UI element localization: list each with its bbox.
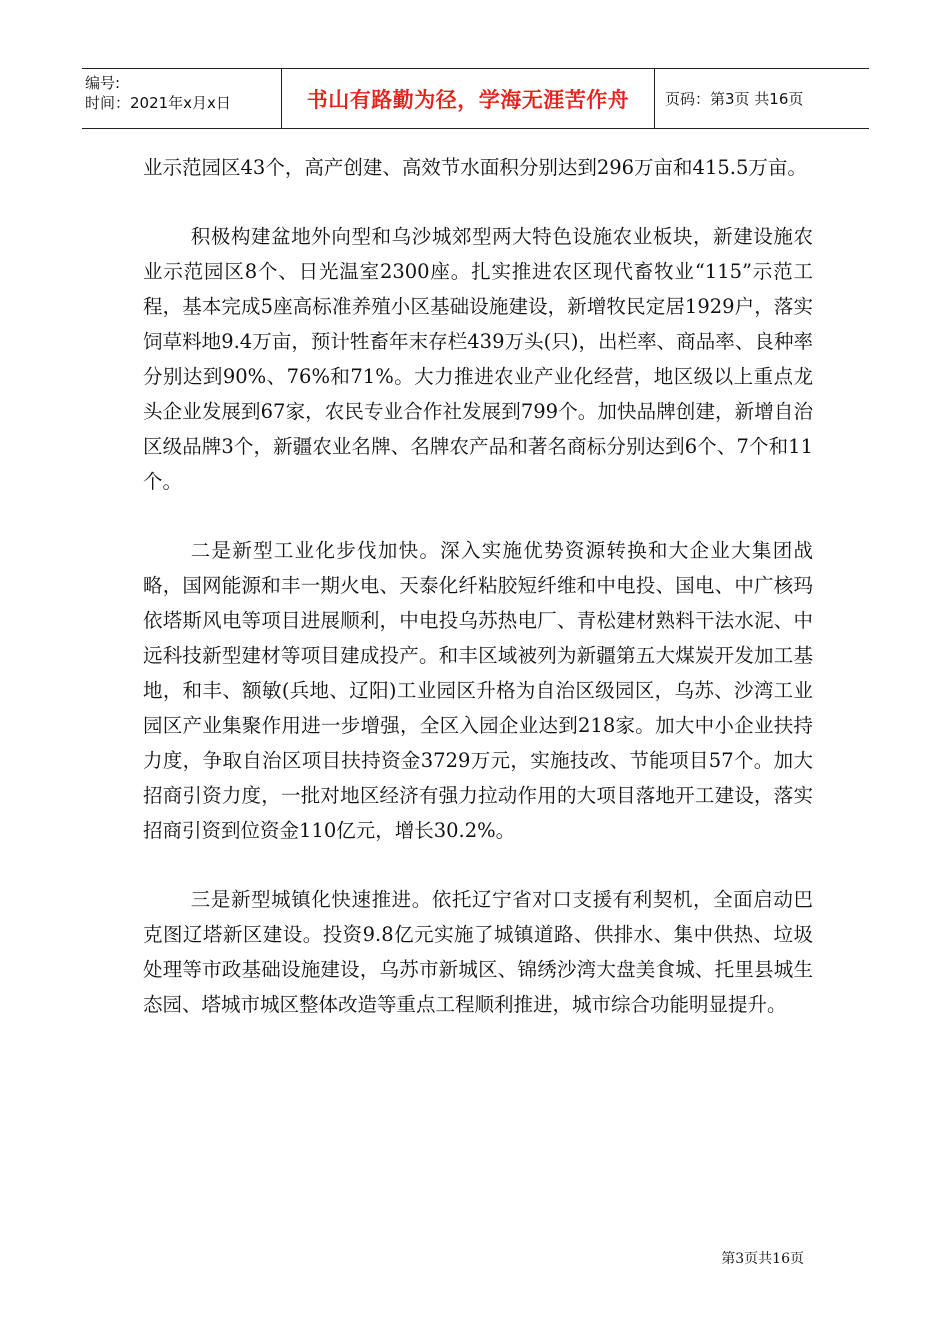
header-meta bbox=[82, 69, 282, 128]
header-page-code: 页码：第3页 共16页 bbox=[665, 90, 804, 108]
paragraph-urbanization: 三是新型城镇化快速推进。依托辽宁省对口支援有利契机，全面启动巴克图辽塔新区建设。投资9.8亿元实施了城镇道路、供排水、集中供热、垃圾处理等市政基础设施建设，乌苏市新城区、锦绣沙湾大盘美食城、托里县城生态园、塔城市城区整体改造等重点工程顺利推进，城市综合功能明显提升。 bbox=[143, 888, 813, 1016]
paragraph-industrialization: 二是新型工业化步伐加快。深入实施优势资源转换和大企业大集团战略，国网能源和丰一期火电、天泰化纤粘胶短纤维和中电投、国电、中广核玛依塔斯风电等项目进展顺利，中电投乌苏热电厂、青松建材熟料干法水泥、中远科技新型建材等项目建成投产。和丰区域被列为新疆第五大煤炭开发加工基地，和丰、额敏(兵地、辽阳)工业园区升格为自治区级园区，乌苏、沙湾工业园区产业集聚作用进一步增强，全区入园企业达到218家。加大中小企业扶持力度，争取自治区项目扶持资金3729万元，实施技改、节能项目57个。加大招商引资力度，一批对地区经济有强力拉动作用的大项目落地开工建设，落实招商引资到位资金110亿元，增长30.2%。 bbox=[143, 539, 813, 842]
header-motto: 书山有路勤为径，学海无涯苦作舟 bbox=[282, 69, 655, 128]
paragraph-continuation: 业示范园区43个，高产创建、高效节水面积分别达到296万亩和415.5万亩。 bbox=[143, 156, 807, 179]
page-footer: 第3页共16页 bbox=[721, 1251, 804, 1267]
paragraph-agriculture: 积极构建盆地外向型和乌沙城郊型两大特色设施农业板块，新建设施农业示范园区8个、日光温室2300座。扎实推进农区现代畜牧业“115”示范工程，基本完成5座高标准养殖小区基础设施建设，新增牧民定居1929户，落实饲草料地9.4万亩，预计牲畜年末存栏439万头(只)，出栏率、商品率、良种率分别达到90%、76%和71%。大力推进农业产业化经营，地区级以上重点龙头企业发展到67家，农民专业合作社发展到799个。加快品牌创建，新增自治区级品牌3个，新疆农业名牌、名牌农产品和著名商标分别达到6个、7个和11个。 bbox=[143, 225, 813, 493]
page-header bbox=[82, 68, 869, 129]
document-body bbox=[143, 150, 813, 1056]
number-label: 编号: bbox=[85, 74, 121, 92]
time-label: 时间：2021年x月x日 bbox=[85, 94, 231, 112]
